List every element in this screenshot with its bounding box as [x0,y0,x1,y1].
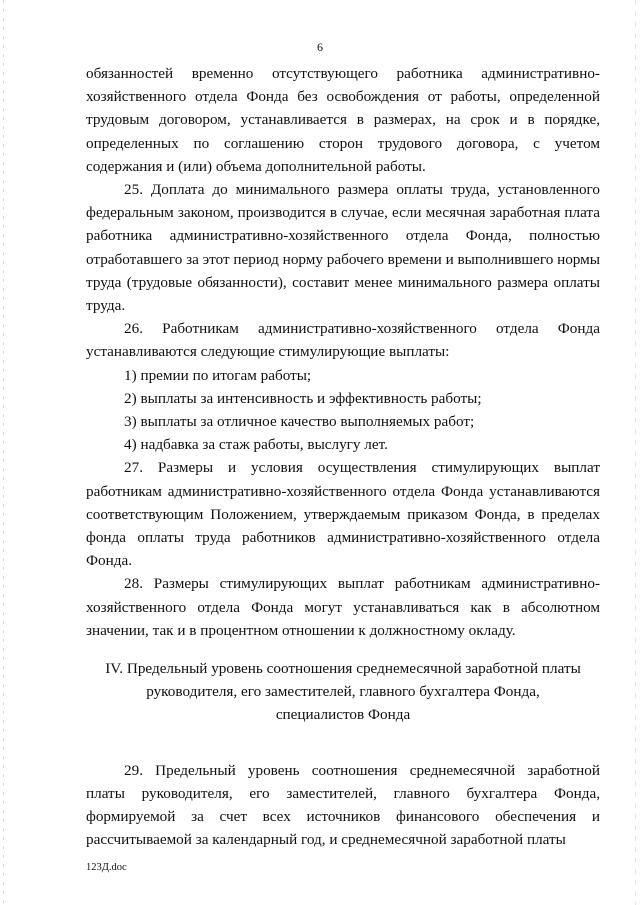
footer-filename: 123Д.doc [86,862,127,873]
document-body [86,62,600,852]
paragraph-continuation: обязанностей временно отсутствующего работника административно-хозяйственного отдела Фонда без освобождения от работы, определенной трудовым договором, устанавливается в размерах, на срок и в порядке, определенных по соглашению сторон трудового договора, с учетом содержания и (или) объема дополнительной работы. [86,65,600,175]
list-item: 1) премии по итогам работы; [124,366,312,384]
paragraph-27: 27. Размеры и условия осуществления стимулирующих выплат работникам административно-хозяйственного отдела Фонда устанавливаются соответствующим Положением, утверждаемым приказом Фонда, в пределах фонда оплаты труда работников административно-хозяйственного отдела Фонда. [86,459,600,570]
paragraph-29: 29. Предельный уровень соотношения среднемесячной заработной платы руководителя, его заместителей, главного бухгалтера Фонда, формируемой за счет всех источников финансового обеспечения и рассчитываемой за календарный год, и среднемесячной заработной платы [86,761,600,849]
paragraph-28: 28. Размеры стимулирующих выплат работникам административно-хозяйственного отдела Фонда могут устанавливаться как в абсолютном значении, так и в процентном отношении к должностному окладу. [86,575,600,639]
section-heading-line: специалистов Фонда [275,706,411,724]
list-item: 2) выплаты за интенсивность и эффективность работы; [124,389,482,407]
scan-edge-left [3,0,4,905]
section-heading-line: IV. Предельный уровень соотношения среднемесячной заработной платы [105,660,581,678]
paragraph-25: 25. Доплата до минимального размера оплаты труда, установленного федеральным законом, производится в случае, если месячная заработная плата работника административно-хозяйственного отдела Фонда, полностью отработавшего за этот период норму рабочего времени и выполнившего нормы труда (трудовые обязанности), составит менее минимального размера оплаты труда. [86,181,600,315]
paragraph-26: 26. Работникам административно-хозяйственного отдела Фонда устанавливаются следующие стимулирующие выплаты: [86,320,600,361]
section-heading [86,657,600,727]
page-number: 6 [317,40,323,54]
scan-edge-right [635,0,636,905]
list-item: 4) надбавка за стаж работы, выслугу лет. [124,436,388,454]
section-heading-line: руководителя, его заместителей, главного бухгалтера Фонда, [146,683,540,701]
list-item: 3) выплаты за отличное качество выполняемых работ; [124,413,475,431]
